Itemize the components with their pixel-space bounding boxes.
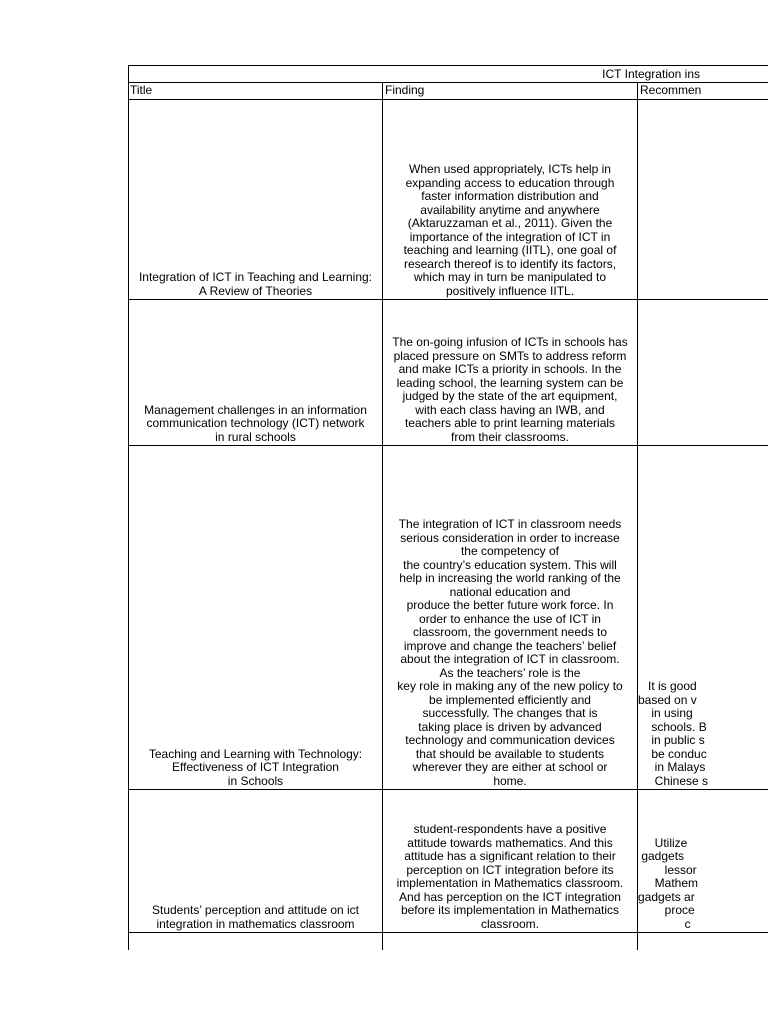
- row-3-finding-text: The integration of ICT in classroom needs serious consideration in order to increase the competency of the country’s education system. This will help in increasing the world ranking of the national education and produce the better future work force. In order to enhance the use of ICT in classroom, the government needs to improve and change the teachers’ belief about the integration of ICT in classroom. As the teachers’ role is the key role in making any of the new policy to be implemented efficiently and successfully. The changes that is taking place is driven by advanced technology and communication devices that should be available to students wherever they are either at school or home.: [397, 517, 623, 788]
- table-row-1-title: [129, 100, 382, 299]
- table-row-4-finding: [383, 790, 637, 932]
- sheet-title: ICT Integration ins: [602, 67, 700, 81]
- spreadsheet: [128, 65, 768, 950]
- row-4-finding-text: student-respondents have a positive attitude towards mathematics. And this attitude has a significant relation to their perception on ICT integration before its implementation in Mathematics classroom. And has perception on the ICT integration before its implementation in Mathematics classroom.: [396, 822, 624, 931]
- table-row-2-recommendation: [638, 300, 768, 445]
- row-2-title-text: Management challenges in an information communication technology (ICT) network in rural schools: [144, 402, 367, 444]
- row-2-finding-text: The on-going infusion of ICTs in schools has placed pressure on SMTs to address reform and make ICTs a priority in schools. In the leading school, the learning system can be judged by the state of the art equipment, with each class having an IWB, and teachers able to print learning materials from their classrooms.: [392, 335, 628, 444]
- table-row-2-finding: [383, 300, 637, 445]
- header-title: Title: [130, 83, 153, 97]
- table-row-4-title: [129, 790, 382, 932]
- table-row-1-recommendation: [638, 100, 768, 299]
- row-1-finding-text: When used appropriately, ICTs help in expanding access to education through faster information distribution and availability anytime and anywhere (Aktaruzzaman et al., 2011). Given the importance of the integration of ICT in teaching and learning (IITL), one goal of research thereof is to identify its factors, which may in turn be manipulated to positively influence IITL.: [403, 162, 617, 298]
- row-3-title-text: Teaching and Learning with Technology: Effectiveness of ICT Integration in Schools: [148, 746, 363, 788]
- table-row-4-recommendation: [638, 790, 768, 932]
- table-row-2-title: [129, 300, 382, 445]
- gridline-row4-bottom: [128, 932, 768, 933]
- table-row-3-title: [129, 446, 382, 789]
- table-row-1-finding: [383, 100, 637, 299]
- row-3-recommendation-text: It is good based on v in using schools. B in public s be conduc in Malays Chinese s: [638, 679, 709, 788]
- row-4-recommendation-text: Utilize gadgets lessor Mathem gadgets ar proce c: [638, 835, 699, 931]
- header-recommendation: Recommen: [640, 83, 702, 97]
- table-row-3-recommendation: [638, 446, 768, 789]
- row-1-title-text: Integration of ICT in Teaching and Learning: A Review of Theories: [138, 270, 373, 298]
- header-finding: Finding: [385, 83, 425, 97]
- row-4-title-text: Students’ perception and attitude on ict integration in mathematics classroom: [151, 903, 360, 931]
- table-row-3-finding: [383, 446, 637, 789]
